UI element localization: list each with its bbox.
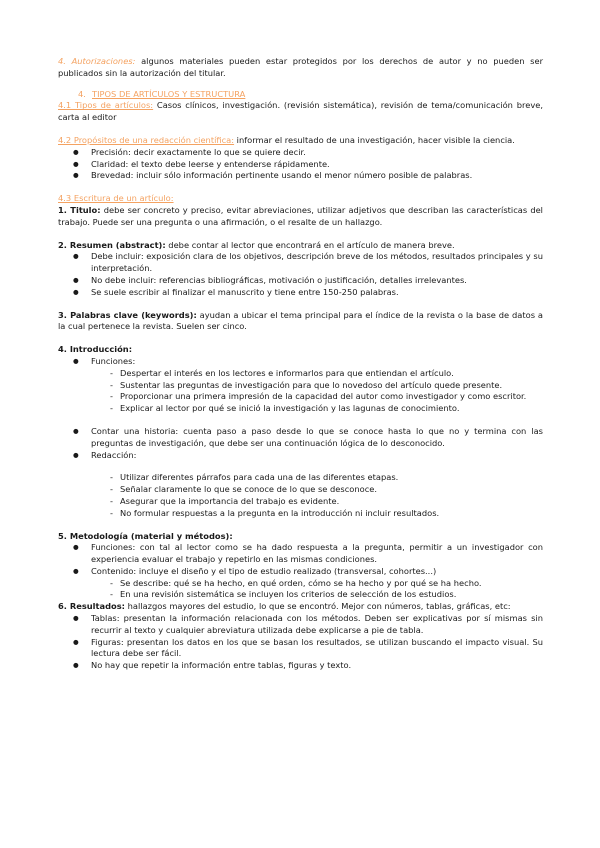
list-item: - Utilizar diferentes párrafos para cada una de las diferentes etapas.: [58, 472, 543, 484]
titulo-paragraph: [58, 205, 543, 229]
resultados-paragraph: [58, 601, 543, 613]
list-item: - Se describe: qué se ha hecho, en qué orden, cómo se ha hecho y por qué se ha hecho.: [58, 578, 543, 590]
list-item: - Sustentar las preguntas de investigación para que lo novedoso del artículo quede presente.: [58, 380, 543, 392]
list-item: ● Figuras: presentan los datos en los que se basan los resultados, se utilizan buscando el impacto visual. Su lectura debe ser fácil.: [58, 637, 543, 661]
autorizaciones-paragraph: [58, 56, 543, 80]
metodologia-contenido: Contenido: incluye el diseño y el tipo de estudio realizado (transversal, cohortes...): [91, 565, 437, 576]
resumen-list: [58, 251, 543, 298]
s41-text: Casos clínicos, investigación. (revisión sistemática), revisión de tema/comunicación breve, carta al editor: [58, 100, 543, 123]
list-item: ● Se suele escribir al finalizar el manuscrito y tiene entre 150-250 palabras.: [58, 287, 543, 299]
intro-redaccion-label: Redacción:: [91, 449, 137, 460]
list-item: - Explicar al lector por qué se inició la investigación y las lagunas de conocimiento.: [58, 403, 543, 415]
list-item: - Señalar claramente lo que se conoce de lo que se desconoce.: [58, 484, 543, 496]
intro-list: [58, 356, 543, 415]
list-item: ● Precisión: decir exactamente lo que se quiere decir.: [58, 147, 543, 159]
list-item: [58, 356, 543, 415]
list-item: ● Claridad: el texto debe leerse y entenderse rápidamente.: [58, 159, 543, 171]
list-item: - Despertar el interés en los lectores e informarlos para que entiendan el artículo.: [58, 368, 543, 380]
titulo-text: debe ser concreto y preciso, evitar abreviaciones, utilizar adjetivos que describan las características del trabajo. Puede ser una pregunta o una afirmación, o el resalte de un hallazgo.: [58, 204, 543, 227]
s41-paragraph: [58, 100, 543, 124]
list-item: - No formular respuestas a la pregunta en la introducción ni incluir resultados.: [58, 508, 543, 520]
intro-list-2: [58, 426, 543, 520]
s42-label: 4.2 Propósitos de una redacción científica:: [58, 134, 235, 145]
metodologia-label: 5. Metodología (material y métodos):: [58, 530, 233, 541]
s42-text: informar el resultado de una investigación, hacer visible la ciencia.: [234, 134, 515, 145]
list-item: - Proporcionar una primera impresión de la capacidad del autor como investigador y como escritor.: [58, 391, 543, 403]
metodologia-contenido-list: [58, 578, 543, 602]
resultados-list: [58, 613, 543, 672]
list-item: ● Funciones: con tal al lector como se ha dado respuesta a la pregunta, permitir a un investigador con experiencia evaluar el trabajo y repetirlo en las mismas condiciones.: [58, 542, 543, 566]
list-item: - Asegurar que la importancia del trabajo es evidente.: [58, 496, 543, 508]
s43-label: 4.3 Escritura de un artículo:: [58, 193, 174, 204]
s42-paragraph: [58, 135, 543, 147]
list-item: [58, 566, 543, 601]
palabras-text: ayudan a ubicar el tema principal para el índice de la revista o la base de datos a la cual pertenece la revista. Suelen ser cinco.: [58, 309, 543, 332]
list-item: ● Debe incluir: exposición clara de los objetivos, descripción breve de los métodos, resultados principales y su interpretación.: [58, 251, 543, 275]
intro-heading: [58, 344, 543, 356]
intro-redaccion-list: [58, 472, 543, 519]
section-4-heading: [58, 89, 543, 101]
list-item: [58, 450, 543, 520]
resultados-text: hallazgos mayores del estudio, lo que se encontró. Mejor con números, tablas, gráficas, etc:: [124, 601, 511, 612]
document-page: [58, 56, 543, 672]
intro-funciones-label: Funciones:: [91, 355, 136, 366]
palabras-label: 3. Palabras clave (keywords):: [58, 309, 197, 320]
resumen-text: debe contar al lector que encontrará en el artículo de manera breve.: [165, 239, 455, 250]
resultados-label: 6. Resultados:: [58, 601, 125, 612]
autorizaciones-text: algunos materiales pueden estar protegidos por los derechos de autor y no pueden ser publicados sin la autorización del titular.: [58, 56, 543, 78]
list-item: ● Tablas: presentan la información relacionada con los métodos. Deben ser explicativas por sí mismas sin recurrir al texto y cualquier abreviatura utilizada debe explicarse a pie de tabla.: [58, 613, 543, 637]
section-4-number: 4.: [78, 88, 86, 99]
list-item: ● Brevedad: incluir sólo información pertinente usando el menor número posible de palabras.: [58, 170, 543, 182]
palabras-paragraph: [58, 310, 543, 334]
resumen-label: 2. Resumen (abstract):: [58, 239, 166, 250]
metodologia-list: [58, 542, 543, 601]
section-4-title: TIPOS DE ARTÍCULOS Y ESTRUCTURA: [92, 88, 246, 99]
list-item: ● No hay que repetir la información entre tablas, figuras y texto.: [58, 660, 543, 672]
autorizaciones-label: 4. Autorizaciones:: [58, 56, 136, 66]
list-item: - En una revisión sistemática se incluyen los criterios de selección de los estudios.: [58, 589, 543, 601]
resumen-paragraph: [58, 240, 543, 252]
intro-label: 4. Introducción:: [58, 344, 133, 355]
s41-label: 4.1 Tipos de artículos:: [58, 100, 154, 111]
metodologia-heading: [58, 531, 543, 543]
list-item: ● Contar una historia: cuenta paso a paso desde lo que se conoce hasta lo que no y termina con las preguntas de investigación, que debe ser una continuación lógica de lo desconocido.: [58, 426, 543, 450]
s42-list: [58, 147, 543, 182]
titulo-label: 1. Titulo:: [58, 204, 101, 215]
intro-funciones-list: [58, 368, 543, 415]
list-item: ● No debe incluir: referencias bibliográficas, motivación o justificación, detalles irrelevantes.: [58, 275, 543, 287]
